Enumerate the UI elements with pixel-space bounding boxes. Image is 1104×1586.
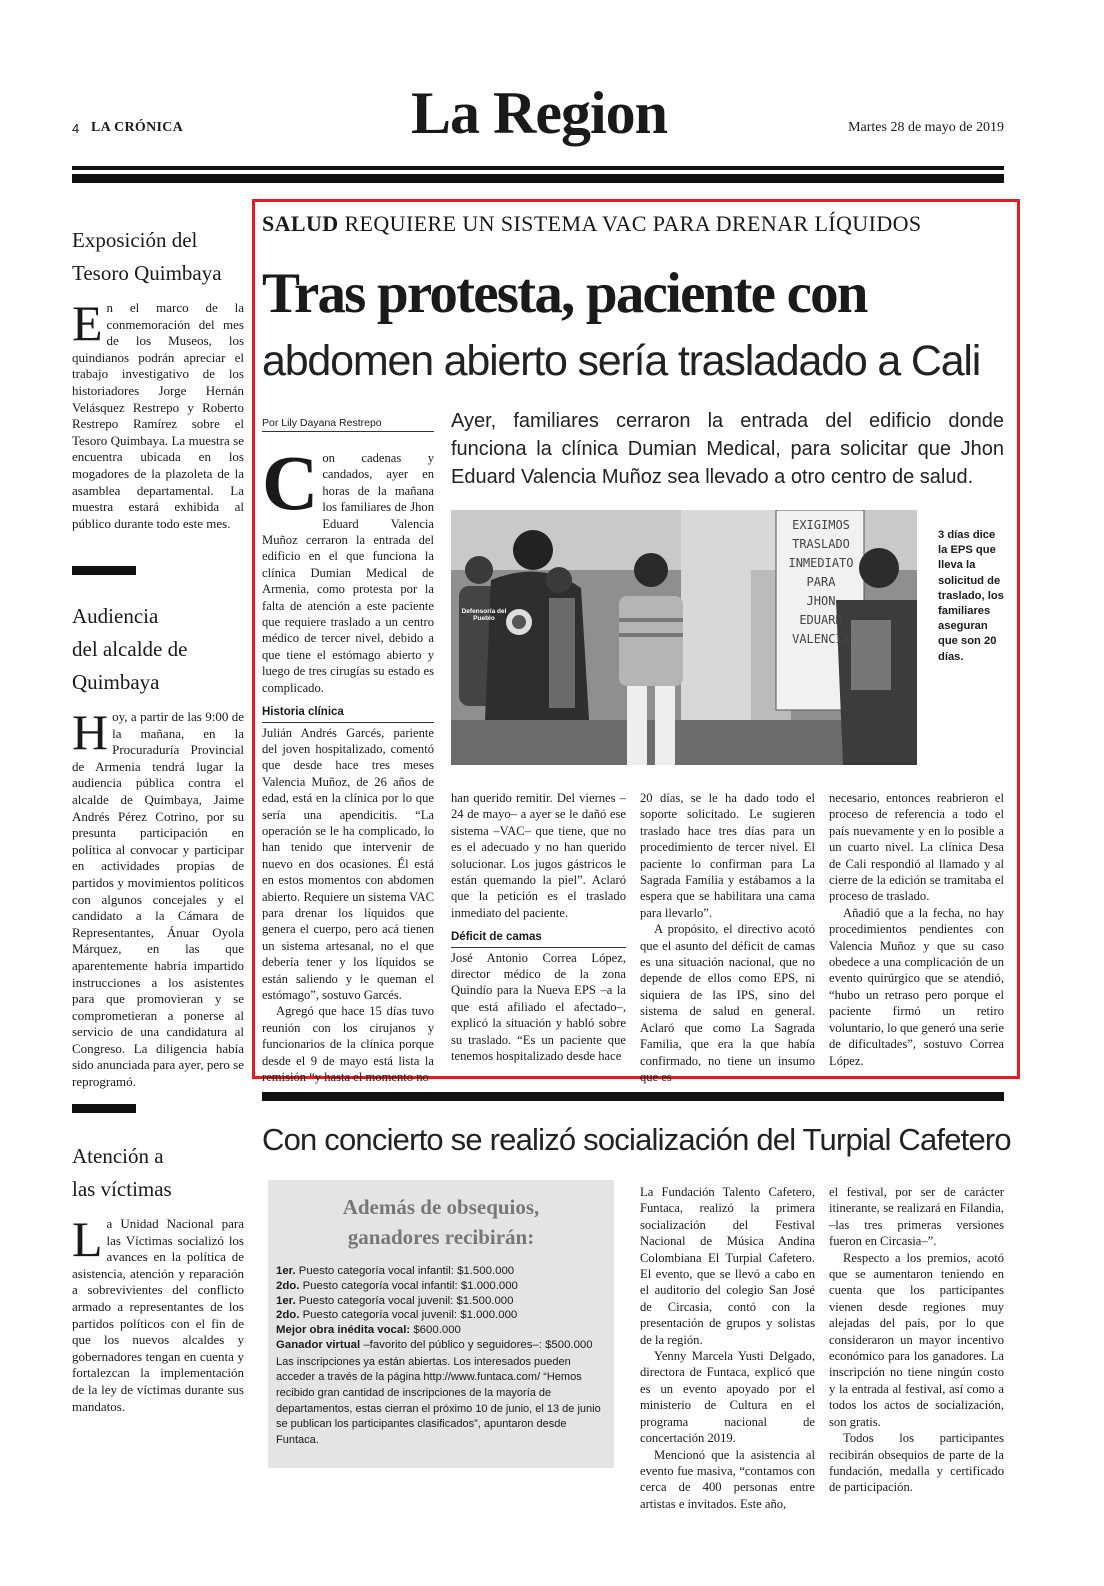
vest-label: Defensoría del Pueblo: [461, 608, 507, 622]
bottom-story-rule: [262, 1092, 1004, 1101]
section-title: La Region: [410, 80, 668, 146]
byline: Por Lily Dayana Restrepo: [262, 417, 434, 432]
headline: Tras protesta, paciente con: [262, 262, 867, 325]
prizes-box-title: Además de obsequios, ganadores recibirán:: [342, 1195, 540, 1249]
article-column-1: Con cadenas y candados, ayer en horas de la mañana los familiares de Jhon Eduard Valencia Muñoz cerraron la entrada del edificio en el que funciona la clínica Dumian Medical de Armenia, como protesta por la falta de atención a este paciente que requiere traslado a un centro médico de tercer nivel, debido a que tiene el estómago abierto y luego de tres cirugías su estado es complicado. Historia clínica Julián Andrés Garcés, pariente del joven hospitalizado, comentó que desde hace tres meses Valencia Muñoz, de 26 años de edad, está en la clínica por lo que sería una apendicitis. “La operación se le ha complicado, lo han tenido que intervenir de nuevo en dos ocasiones. Él está en estos momentos con abdomen abierto. Requiere un sistema VAC para drenar los líquidos que genera el cuerpo, pero acá tienen un sistema artesanal, no el que debería tener y los líquidos se están saliendo y le queman el estómago”, sostuvo Garcés. Agregó que hace 15 días tuvo reunión con los cirujanos y funcionarios de la clínica porque desde el 9 de mayo está lista la remisión “y hasta el momento no: [262, 439, 434, 1085]
prize-item: Ganador virtual –favorito del público y seguidores–: $500.000: [276, 1338, 593, 1351]
bottom-headline: Con concierto se realizó socialización del Turpial Cafetero: [262, 1122, 1011, 1157]
article-column-3: 20 días, se le ha dado todo el soporte solicitado. Le sugieren traslado hace tres días para un procedimiento de tercer nivel. El paciente lo confirman para La Sagrada Familia y estábamos a la espera que se habilitara una cama para llevarlo”. A propósito, el directivo acotó que el asunto del déficit de camas es una situación nacional, que no depende de ellos como EPS, ni siquiera de las IPS, sino del sistema de salud en general. Aclaró que como La Sagrada Familia, que era la que había confirmado, no tiene un insumo que es: [640, 791, 815, 1084]
sidebar-body: La Unidad Nacional para las Víctimas socializó los avances en la política de asistencia, atención y reparación a sobrevivientes del conflicto armado a representantes de los partidos políticos con el fin de que los nuevos alcaldes y gobernadores tengan en cuenta y fortalezcan la implementación de la ley de víctimas durante sus mandatos.: [72, 1211, 244, 1414]
headline-second-line: abdomen abierto sería trasladado a Cali: [262, 337, 981, 385]
sidebar-divider: [72, 566, 136, 575]
prizes-note: Las inscripciones ya están abiertas. Los interesados pueden acceder a través de la página http://www.funtaca.com/ “Hemos recibido gran cantidad de inscripciones de la mayoría de departamentos, estas cierran el próximo 10 de junio, el 13 de junio se publican los participantes clasificados”, apuntaron desde Funtaca.: [276, 1355, 601, 1446]
protest-photo: [451, 510, 917, 765]
protest-sign: EXIGIMOS TRASLADO INMEDIATO PARA JHON EDUARD VALENCIA: [788, 518, 854, 646]
prizes-list: [276, 1264, 608, 1448]
deck: Ayer, familiares cerraron la entrada del edificio donde funciona la clínica Dumian Medical, para solicitar que Jhon Eduard Valencia Muñoz sea llevado a otro centro de salud.: [451, 410, 1004, 488]
page-number: 4: [72, 121, 80, 136]
kicker-text: REQUIERE UN SISTEMA VAC PARA DRENAR LÍQUIDOS: [344, 211, 922, 236]
kicker-section: SALUD: [262, 211, 339, 236]
prize-item: Mejor obra inédita vocal: $600.000: [276, 1324, 461, 1337]
drop-cap: H: [72, 704, 109, 760]
bottom-column-2: el festival, por ser de carácter itinerante, se realizará en Filandia, –las tres primeras versiones fueron en Circasia–”. Respecto a los premios, acotó que se aumentaron teniendo en cuenta que los participantes vienen desde regiones muy alejadas del país, por lo que consideraron un mayor incentivo económico para los ganadores. La inscripción no tiene ningún costo y la entrada al festival, así como a todos los actos de socialización, son gratis. Todos los participantes recibirán obsequios de parte de la fundación, medalla y certificado de participación.: [829, 1185, 1004, 1495]
header-rule-thin: [72, 166, 1004, 170]
drop-cap: C: [262, 439, 319, 526]
bottom-column-1: La Fundación Talento Cafetero, Funtaca, realizó la primera socialización del Festival Nacional de Música Andina Colombiana El Turpial Cafetero. El evento, que se llevó a cabo en el auditorio del colegio San José de Circasia, contó con la presentación de grupos y solistas de la región. Yenny Marcela Yusti Delgado, directora de Funtaca, explicó que es un evento apoyado por el ministerio de Cultura en el programa nacional de concertación 2019. Mencionó que la asistencia al evento fue masiva, “contamos con cerca de 400 personas entre artistas e invitados. Este año,: [640, 1185, 815, 1511]
sidebar-story-audience: [72, 600, 244, 1091]
drop-cap: L: [72, 1211, 103, 1267]
kicker: [262, 211, 1002, 237]
sidebar-body: Hoy, a partir de las 9:00 de la mañana, en la Procuraduría Provincial de Armenia tendrá lugar la audiencia pública contra el alcalde de Quimbaya, Jaime Andrés Pérez Cotrino, por su presunta participación en política al convocar y participar en actividades propias de partidos y movimientos políticos con algunos concejales y el candidato a la Cámara de Representantes, Ánuar Oyola Márquez, en las que aparentemente habría impartido instrucciones a los asistentes para que promovieran y se comprometieran a ponerse al servicio de una candidatura al Congreso. La diligencia había sido anunciada para ayer, pero se reprogramó.: [72, 704, 245, 1090]
prize-item: 1er. Puesto categoría vocal juvenil: $1.500.000: [276, 1294, 514, 1307]
prize-item: 1er. Puesto categoría vocal infantil: $1.500.000: [276, 1265, 515, 1277]
sidebar-title: Audiencia del alcalde de Quimbaya: [72, 604, 188, 694]
issue-date: Martes 28 de mayo de 2019: [848, 120, 1004, 135]
prizes-box: [268, 1180, 614, 1468]
article-column-4: necesario, entonces reabrieron el proceso de referencia a todo el país nuevamente y en lo posible a un cuarto nivel. La clínica Desa de Cali respondió al llamado y al cierre de la edición se tramitaba el proceso de traslado. Añadió que a la fecha, no hay procedimientos pendientes con Valencia Muñoz y que su caso obedece a una complicación de un evento quirúrgico que se atendió, “hubo un retraso pero porque el paciente firmó un retiro voluntario, lo que generó una serie de dificultades”, sostuvo Correa López.: [829, 791, 1004, 1068]
sidebar-story-museum: [72, 224, 244, 532]
subhead-clinical-history: Historia clínica: [262, 704, 434, 722]
article-column-2: han querido remitir. Del viernes –24 de mayo– a ayer se le dañó ese sistema –VAC– que tiene, que no es el adecuado y no han querido solucionar. Los jugos gástricos le están quemando la piel”. Aclaró que la petición es el traslado inmediato del paciente. Déficit de camas José Antonio Correa López, director médico de la zona Quindío para la Nueva EPS –a la que está afiliado el afectado–, explicó la situación y habló sobre su traslado. “Es un paciente que tenemos hospitalizado desde hace: [451, 791, 626, 1064]
sidebar-title: Exposición del Tesoro Quimbaya: [72, 228, 222, 285]
prize-item: 2do. Puesto categoría vocal juvenil: $1.000.000: [276, 1309, 518, 1322]
prize-item: 2do. Puesto categoría vocal infantil: $1.000.000: [276, 1279, 518, 1292]
sidebar-story-victims: [72, 1140, 244, 1415]
sidebar-body: En el marco de la conmemoración del mes de los Museos, los quindianos podrán apreciar el trabajo investigativo de los historiadores Jorge Hernán Velásquez Restrepo y Roberto Restrepo Ramírez sobre el Tesoro Quimbaya. La muestra se encuentra ubicada en los mogadores de la plazoleta de la asamblea departamental. La muestra estará exhibida al público durante todo este mes.: [72, 295, 244, 531]
subhead-bed-deficit: Déficit de camas: [451, 929, 626, 947]
sidebar-divider: [72, 1104, 136, 1113]
drop-cap: E: [72, 295, 103, 351]
header-rule-thick: [72, 174, 1004, 183]
photo-caption: 3 días dice la EPS que lleva la solicitud de traslado, los familiares aseguran que son 20 días.: [938, 529, 1004, 663]
paper-name: LA CRÓNICA: [91, 120, 184, 135]
sidebar-title: Atención a las víctimas: [72, 1144, 172, 1201]
